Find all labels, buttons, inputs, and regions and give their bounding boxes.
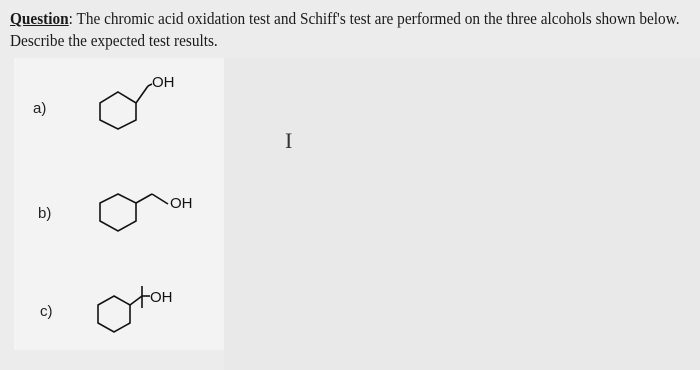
cyclohexane-ring-a [100, 92, 136, 129]
item-c-label: c) [40, 303, 53, 320]
item-b-label: b) [38, 205, 52, 222]
cyclohexane-ring-c [98, 296, 130, 332]
bond-b1 [136, 194, 152, 203]
structure-b-cyclohexylethanol [90, 180, 200, 250]
structure-c-tertiary-alcohol [90, 278, 200, 348]
bond-b2 [152, 194, 168, 204]
text-cursor-icon: I [285, 128, 293, 153]
bond-a1 [136, 86, 148, 103]
structure-a-cyclohexylmethanol [90, 68, 200, 138]
cyclohexane-ring-b [100, 194, 136, 231]
question-text [10, 8, 690, 52]
question-label: Question [10, 9, 69, 28]
item-a-label: a) [33, 100, 47, 117]
bond-c1 [130, 296, 142, 305]
question-body: : The chromic acid oxidation test and Schiff's test are performed on the three alcohols shown below. Describe the expected test results. [10, 9, 680, 50]
hydroxyl-label-b: OH [170, 195, 193, 212]
blank-workspace [224, 58, 700, 370]
hydroxyl-label-a: OH [152, 74, 175, 91]
hydroxyl-label-c: OH [150, 289, 173, 306]
